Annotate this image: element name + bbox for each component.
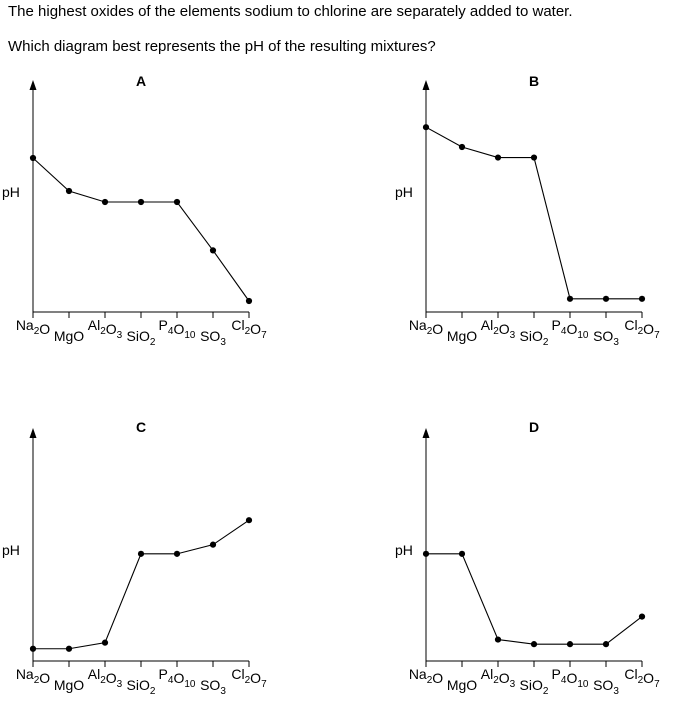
chart-D xyxy=(395,419,660,697)
tick-label-Cl2O7: $Cl_2O_7$ xyxy=(624,317,660,341)
tick-label-Cl2O7: $Cl_2O_7$ xyxy=(231,666,267,690)
chart-title: A xyxy=(135,73,147,89)
data-point-Na2O xyxy=(423,551,429,557)
tick-label-SiO2: SiO$_2$ xyxy=(126,677,156,697)
chart-B xyxy=(395,73,660,348)
data-point-P4O10 xyxy=(567,641,573,647)
data-point-Cl2O7 xyxy=(246,298,252,304)
chart-title: D xyxy=(528,419,540,435)
tick-label-Na2O: $Na_2O$ xyxy=(15,666,51,686)
data-point-P4O10 xyxy=(567,296,573,302)
data-point-Cl2O7 xyxy=(639,614,645,620)
data-point-SO3 xyxy=(603,641,609,647)
data-point-Cl2O7 xyxy=(639,296,645,302)
tick-label-SO3: $SO_3$ xyxy=(200,677,226,697)
chart-A xyxy=(2,73,267,348)
tick-label-Cl2O7: $Cl_2O_7$ xyxy=(624,666,660,690)
y-axis-label: pH xyxy=(2,184,20,200)
data-point-MgO xyxy=(459,144,465,150)
tick-label-Na2O: $Na_2O$ xyxy=(408,317,444,337)
y-axis-label: pH xyxy=(395,542,413,558)
data-point-P4O10 xyxy=(174,199,180,205)
series-line xyxy=(33,158,249,301)
tick-label-Cl2O7: $Cl_2O_7$ xyxy=(231,317,267,341)
tick-label-MgO: MgO xyxy=(53,677,85,693)
data-point-SiO2 xyxy=(138,551,144,557)
data-point-SO3 xyxy=(210,247,216,253)
data-point-Al2O3 xyxy=(495,154,501,160)
tick-label-MgO: MgO xyxy=(53,328,85,344)
tick-label-SiO2: SiO$_2$ xyxy=(519,328,549,348)
y-axis-arrow xyxy=(30,428,37,438)
tick-label-SO3: $SO_3$ xyxy=(593,328,619,348)
data-point-Na2O xyxy=(30,646,36,652)
question-line-1: The highest oxides of the elements sodium to chlorine are separately added to water. xyxy=(8,3,573,20)
series-line xyxy=(33,520,249,649)
data-point-SiO2 xyxy=(138,199,144,205)
tick-label-Al2O3: $Al_2O_3$ xyxy=(480,666,516,690)
y-axis-arrow xyxy=(423,428,430,438)
data-point-P4O10 xyxy=(174,551,180,557)
tick-label-P4O10: $P_4O_{10}$ xyxy=(551,666,589,690)
chart-title: C xyxy=(135,419,147,435)
data-point-SiO2 xyxy=(531,154,537,160)
series-line xyxy=(426,554,642,644)
data-point-Na2O xyxy=(423,124,429,130)
data-point-MgO xyxy=(459,551,465,557)
tick-label-P4O10: $P_4O_{10}$ xyxy=(551,317,589,341)
data-point-MgO xyxy=(66,646,72,652)
tick-label-Al2O3: $Al_2O_3$ xyxy=(480,317,516,341)
data-point-Al2O3 xyxy=(102,640,108,646)
data-point-SO3 xyxy=(210,542,216,548)
data-point-Al2O3 xyxy=(102,199,108,205)
tick-label-Al2O3: $Al_2O_3$ xyxy=(87,317,123,341)
tick-label-SiO2: SiO$_2$ xyxy=(519,677,549,697)
data-point-SO3 xyxy=(603,296,609,302)
data-point-Na2O xyxy=(30,155,36,161)
tick-label-SiO2: SiO$_2$ xyxy=(126,328,156,348)
chart-C xyxy=(2,419,267,697)
question-line-2: Which diagram best represents the pH of the resulting mixtures? xyxy=(8,38,436,55)
tick-label-SO3: $SO_3$ xyxy=(200,328,226,348)
y-axis-arrow xyxy=(423,80,430,90)
y-axis-label: pH xyxy=(2,542,20,558)
y-axis-label: pH xyxy=(395,184,413,200)
data-point-SiO2 xyxy=(531,641,537,647)
tick-label-P4O10: $P_4O_{10}$ xyxy=(158,317,196,341)
tick-label-Na2O: $Na_2O$ xyxy=(408,666,444,686)
chart-title: B xyxy=(528,73,540,89)
tick-label-MgO: MgO xyxy=(446,677,478,693)
data-point-Cl2O7 xyxy=(246,517,252,523)
tick-label-P4O10: $P_4O_{10}$ xyxy=(158,666,196,690)
series-line xyxy=(426,127,642,299)
data-point-Al2O3 xyxy=(495,636,501,642)
y-axis-arrow xyxy=(30,80,37,90)
tick-label-MgO: MgO xyxy=(446,328,478,344)
data-point-MgO xyxy=(66,188,72,194)
tick-label-SO3: $SO_3$ xyxy=(593,677,619,697)
tick-label-Al2O3: $Al_2O_3$ xyxy=(87,666,123,690)
tick-label-Na2O: $Na_2O$ xyxy=(15,317,51,337)
